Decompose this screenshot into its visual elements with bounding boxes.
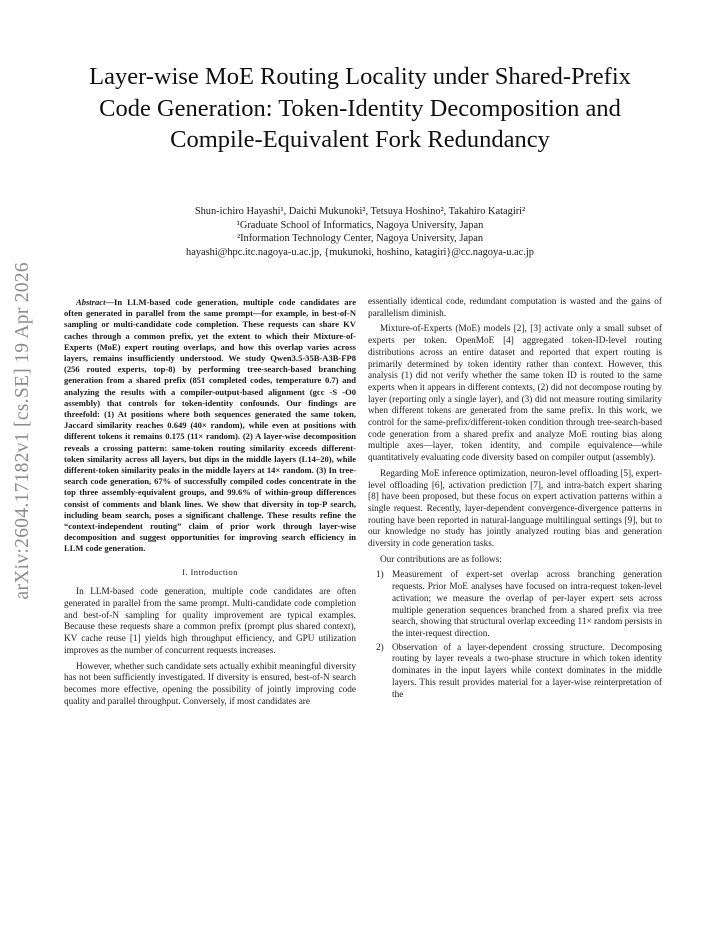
contribution-text: Observation of a layer-dependent crossing structure. Decomposing routing by layer reveals a two-phase structure in which token identity dominates in the input layers while context dominates in the middle layers. This result provides material for a layer-wise reinterpretation of the <box>392 642 662 700</box>
contributions-list <box>368 570 662 701</box>
author-emails: hayashi@hpc.itc.nagoya-u.ac.jp, {mukunoki, hoshino, katagiri}@cc.nagoya-u.ac.jp <box>186 246 534 258</box>
intro-paragraph-2: However, whether such candidate sets actually exhibit meaningful diversity has not been sufficiently investigated. If diversity is ensured, best-of-N search becomes more effective, opening the possibility of jointly improving code quality and parallel throughput. Conversely, if most candidates are <box>64 661 356 707</box>
abstract-text: —In LLM-based code generation, multiple code candidates are often generated in parallel from the same prompt—for example, in best-of-N sampling or multi-candidate code completion. These requests can share KV caches through a common prefix, yet the extent to which their Mixture-of-Experts (MoE) expert routing overlaps, and how this overlap varies across layers, remains insufficiently understood. We study Qwen3.5-35B-A3B-FP8 (256 routed experts, top-8) by performing tree-search-based branching generation from a shared prefix (851 completed codes, temperature 0.7) and analyzing the results with a compiler-output-based alignment (gcc -S -O0 assembly) that controls for token-identity confounds. Our findings are threefold: (1) At positions where both sequences generated the same token, Jaccard similarity reaches 0.649 (40× random), while even at positions with different tokens it remains 0.175 (11× random). (2) A layer-wise decomposition reveals a crossing pattern: same-token routing similarity exceeds different-token similarity across all layers, but dips in the middle layers (L14–20), while different-token similarity peaks in the middle layers at 14× random. (3) In tree-search code generation, 67% of successfully compiled codes concentrate in the top three assembly-equivalent groups, and 99.6% of within-group differences consist of comments and blank lines. We show that diversity in top-P search, including beam search, poses a significant challenge. These results refine the “context-independent routing” claim of prior work through layer-wise decomposition and suggest opportunities for improving search efficiency in LLM code generation. <box>64 297 356 554</box>
contribution-number: 2) <box>376 642 384 653</box>
abstract-lead: Abstract <box>76 297 106 307</box>
author-block <box>80 205 640 259</box>
paper-title: Layer-wise MoE Routing Locality under Shared-Prefix Code Generation: Token-Identity Decomposition and Compile-Equivalent Fork Redundancy <box>89 63 631 153</box>
affiliation-1: ¹Graduate School of Informatics, Nagoya University, Japan <box>236 219 484 231</box>
left-column <box>64 297 356 712</box>
arxiv-identifier: arXiv:2604.17182v1 [cs.SE] 19 Apr 2026 <box>12 262 33 600</box>
contribution-item <box>368 643 662 702</box>
contributions-intro: Our contributions are as follows: <box>380 554 502 565</box>
right-column <box>368 297 662 703</box>
affiliation-2: ²Information Technology Center, Nagoya University, Japan <box>236 233 484 245</box>
intro-paragraph-3: Mixture-of-Experts (MoE) models [2], [3] activate only a small subset of experts per token. OpenMoE [4] aggregated token-ID-level routing distributions across an entire dataset and reported that expert routing is primarily determined by token identity rather than context. However, this analysis (1) did not verify whether the same token ID is routed to the same experts when it appears in different contexts, (2) did not decompose routing by layer (reporting only a single layer), and (3) did not measure routing similarity when different tokens are generated from the same prefix. In this work, we control for the same-prefix/different-token condition through tree-search-based code generation from a shared prefix and analyze MoE routing bias along multiple axes—layer, token identity, and compile equivalence—while quantitatively evaluating code diversity based on compiler output (assembly). <box>368 324 662 464</box>
abstract <box>64 297 356 555</box>
contribution-number: 1) <box>376 570 384 581</box>
intro-paragraph-1: In LLM-based code generation, multiple code candidates are often generated in parallel from the same prompt. Multi-candidate code completion and best-of-N sampling for quality improvement are typical examples. Because these requests share a common prefix (prompt plus shared context), KV cache reuse [1] yields high throughput efficiency, and GPU utilization improves as the number of concurrent requests increases. <box>64 587 356 656</box>
section-heading-introduction: I. Introduction <box>182 566 238 577</box>
contribution-item <box>368 570 662 640</box>
author-names: Shun-ichiro Hayashi¹, Daichi Mukunoki², Tetsuya Hoshino², Takahiro Katagiri² <box>194 206 526 217</box>
intro-paragraph-4: Regarding MoE inference optimization, neuron-level offloading [5], expert-level offloading [6], activation prediction [7], and intra-batch expert sharing [8] have been proposed, but these focus on expert activation patterns within a single request. Recently, layer-dependent convergence-divergence patterns in routing have been reported in natural-language multilingual settings [9], but to our knowledge no study has jointly analyzed routing bias and generation diversity in code generation tasks. <box>368 468 662 550</box>
contribution-text: Measurement of expert-set overlap across branching generation requests. Prior MoE analyses have focused on intra-request token-level activation; we measure the overlap of per-layer expert sets across multiple generation sequences branched from a shared prefix via tree search, showing that structural overlap exceeding 11× random persists in the inter-request direction. <box>392 570 662 639</box>
intro-paragraph-continued: essentially identical code, redundant computation is wasted and the gains of parallelism diminish. <box>368 297 662 319</box>
